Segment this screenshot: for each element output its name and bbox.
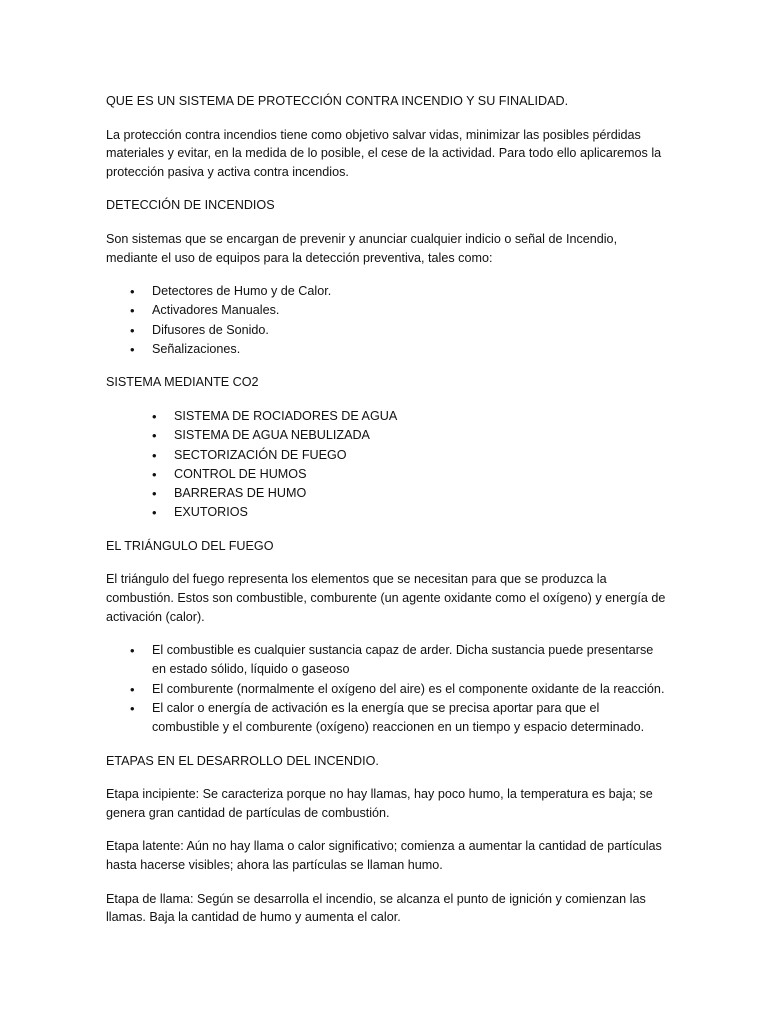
co2-heading: SISTEMA MEDIANTE CO2: [106, 375, 259, 390]
list-item: • SISTEMA DE AGUA NEBULIZADA: [106, 426, 666, 445]
list-item: • BARRERAS DE HUMO: [106, 484, 666, 503]
deteccion-paragraph: Son sistemas que se encargan de prevenir y anunciar cualquier indicio o señal de Incendio, mediante el uso de equipos para la detección preventiva, tales como:: [106, 231, 618, 265]
deteccion-list: [106, 282, 666, 359]
document-title: QUE ES UN SISTEMA DE PROTECCIÓN CONTRA INCENDIO Y SU FINALIDAD.: [106, 94, 569, 108]
list-item: • SECTORIZACIÓN DE FUEGO: [106, 446, 666, 465]
list-item: • Difusores de Sonido.: [106, 321, 666, 340]
etapa-incipiente-paragraph: Etapa incipiente: Se caracteriza porque no hay llamas, hay poco humo, la temperatura es baja; se genera gran cantidad de partículas de combustión.: [106, 787, 653, 820]
list-item: • CONTROL DE HUMOS: [106, 465, 666, 484]
list-item: • El combustible es cualquier sustancia capaz de arder. Dicha sustancia puede presentarse en estado sólido, líquido o gaseoso: [106, 641, 666, 680]
deteccion-heading: DETECCIÓN DE INCENDIOS: [106, 198, 275, 213]
list-item: • Señalizaciones.: [106, 340, 666, 359]
list-item: • El calor o energía de activación es la energía que se precisa aportar para que el combustible y el comburente (oxígeno) reaccionen en un tiempo y espacio determinado.: [106, 699, 666, 738]
list-item: • Activadores Manuales.: [106, 301, 666, 320]
list-item: • El comburente (normalmente el oxígeno del aire) es el componente oxidante de la reacción.: [106, 680, 666, 699]
list-item: • SISTEMA DE ROCIADORES DE AGUA: [106, 407, 666, 426]
triangulo-list: [106, 641, 666, 737]
list-item: • EXUTORIOS: [106, 503, 666, 522]
triangulo-paragraph: El triángulo del fuego representa los elementos que se necesitan para que se produzca la combustión. Estos son combustible, comburente (un agente oxidante como el oxígeno) y energía de activación (calor).: [106, 572, 666, 624]
etapas-heading: ETAPAS EN EL DESARROLLO DEL INCENDIO.: [106, 753, 379, 768]
co2-list: [106, 407, 666, 523]
intro-paragraph: La protección contra incendios tiene como objetivo salvar vidas, minimizar las posibles pérdidas materiales y evitar, en la medida de lo posible, el cese de la actividad. Para todo ello aplicaremos la protección pasiva y activa contra incendios.: [106, 127, 662, 179]
etapa-latente-paragraph: Etapa latente: Aún no hay llama o calor significativo; comienza a aumentar la cantidad de partículas hasta hacerse visibles; ahora las partículas se llaman humo.: [106, 839, 662, 872]
etapa-llama-paragraph: Etapa de llama: Según se desarrolla el incendio, se alcanza el punto de ignición y comienzan las llamas. Baja la cantidad de humo y aumenta el calor.: [106, 891, 646, 925]
document-content: [106, 92, 666, 942]
list-item: • Detectores de Humo y de Calor.: [106, 282, 666, 301]
triangulo-heading: EL TRIÁNGULO DEL FUEGO: [106, 538, 274, 553]
